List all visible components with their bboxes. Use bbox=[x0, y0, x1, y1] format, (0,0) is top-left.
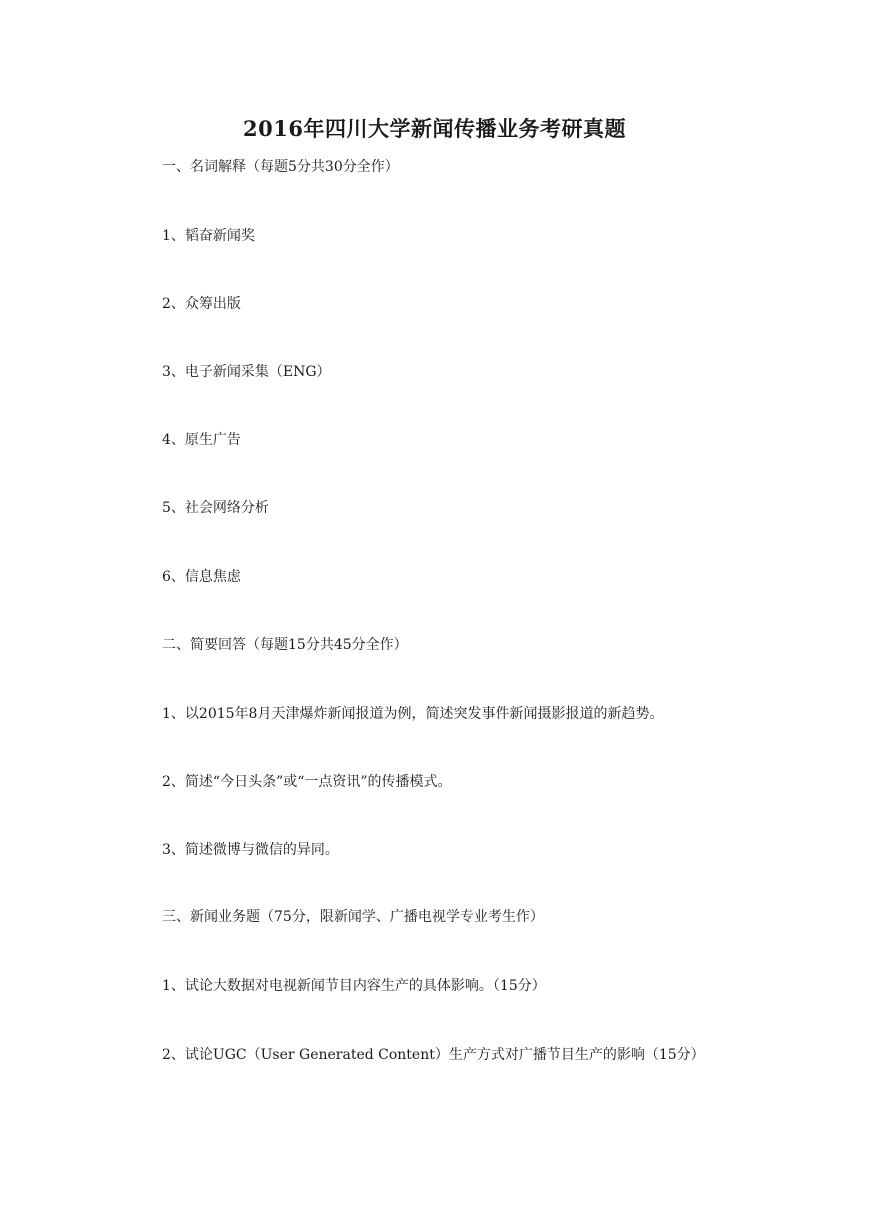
question-item: 1、试论大数据对电视新闻节目内容生产的具体影响。（15分） bbox=[162, 978, 546, 994]
question-item: 6、信息焦虑 bbox=[162, 569, 241, 585]
section-heading: 三、新闻业务题（75分，限新闻学、广播电视学专业考生作） bbox=[162, 909, 544, 925]
question-item: 5、社会网络分析 bbox=[162, 500, 269, 516]
question-item: 2、试论UGC（User Generated Content）生产方式对广播节目生产的影响（15分） bbox=[162, 1047, 705, 1063]
question-item: 2、简述“今日头条”或“一点资讯”的传播模式。 bbox=[162, 774, 452, 790]
question-item: 3、电子新闻采集（ENG） bbox=[162, 364, 331, 380]
section-heading: 一、名词解释（每题5分共30分全作） bbox=[162, 159, 399, 175]
question-item: 3、简述微博与微信的异同。 bbox=[162, 842, 339, 858]
section-heading: 二、简要回答（每题15分共45分全作） bbox=[162, 637, 408, 653]
page-title: 2016年四川大学新闻传播业务考研真题 bbox=[243, 116, 626, 141]
question-item: 1、韬奋新闻奖 bbox=[162, 228, 255, 244]
question-item: 4、原生广告 bbox=[162, 432, 241, 448]
question-item: 1、以2015年8月天津爆炸新闻报道为例，简述突发事件新闻摄影报道的新趋势。 bbox=[162, 706, 664, 722]
question-item: 2、众筹出版 bbox=[162, 296, 241, 312]
